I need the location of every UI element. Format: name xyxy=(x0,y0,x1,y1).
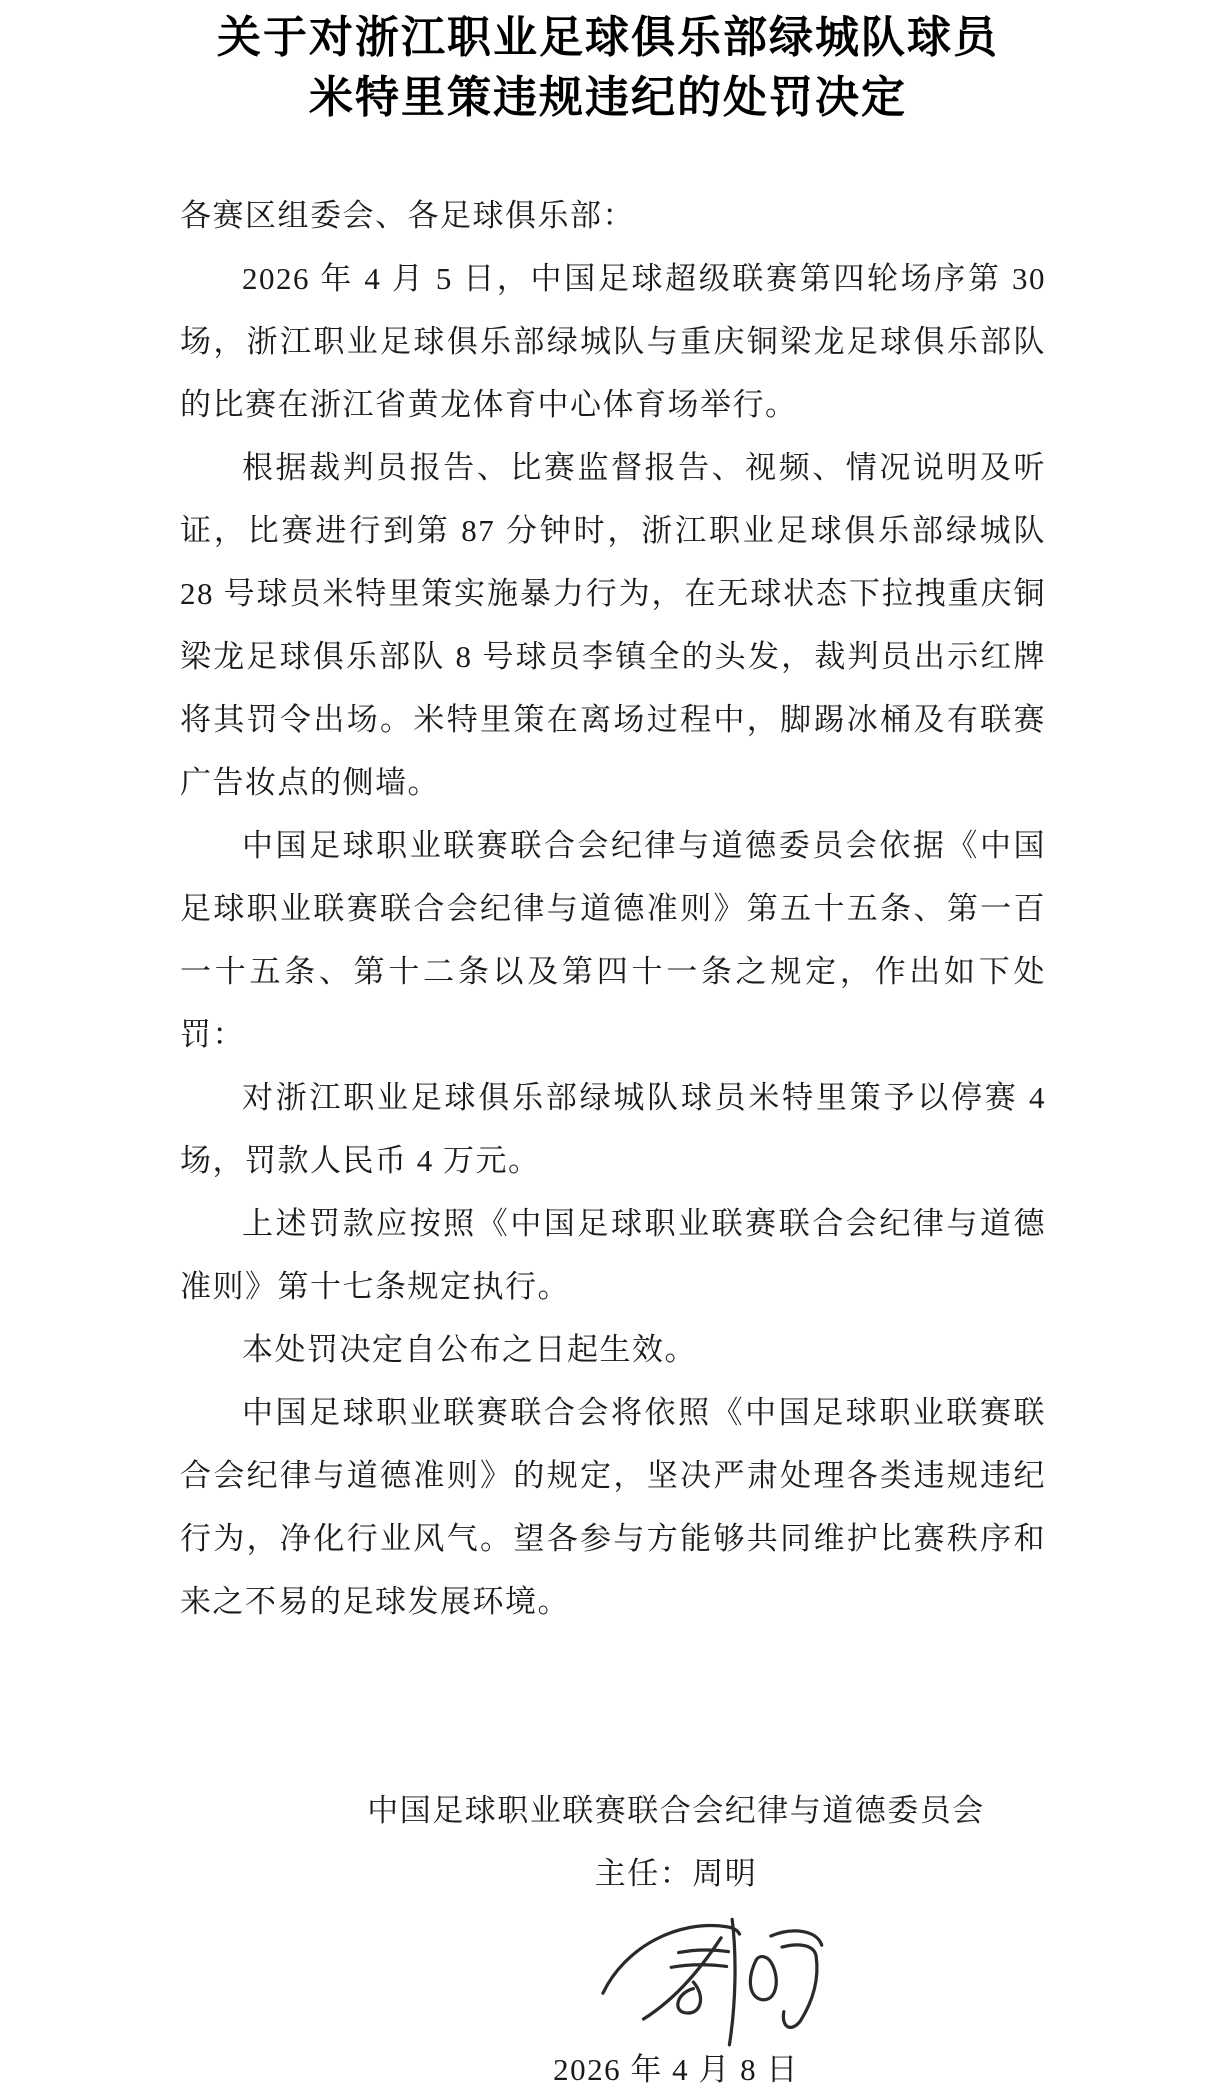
body-paragraph: 2026 年 4 月 5 日，中国足球超级联赛第四轮场序第 30 场，浙江职业足球俱乐部绿城队与重庆铜梁龙足球俱乐部队的比赛在浙江省黄龙体育中心体育场举行。 xyxy=(180,261,1046,422)
signatory-line: 主任：周明 xyxy=(594,1856,758,1891)
document-title-line2: 米特里策违规违纪的处罚决定 xyxy=(309,73,907,122)
document-title xyxy=(0,0,1216,128)
document-body xyxy=(180,184,1046,1633)
salutation: 各赛区组委会、各足球俱乐部： xyxy=(180,198,635,233)
handwritten-signature-image xyxy=(590,1905,830,2050)
issuing-organization: 中国足球职业联赛联合会纪律与道德委员会 xyxy=(367,1793,985,1828)
document-title-line1: 关于对浙江职业足球俱乐部绿城队球员 xyxy=(217,13,999,62)
body-paragraph: 对浙江职业足球俱乐部绿城队球员米特里策予以停赛 4 场，罚款人民币 4 万元。 xyxy=(180,1080,1046,1178)
signature-block xyxy=(346,1779,1006,2090)
body-paragraph: 中国足球职业联赛联合会将依照《中国足球职业联赛联合会纪律与道德准则》的规定，坚决严肃处理各类违规违纪行为，净化行业风气。望各参与方能够共同维护比赛秩序和来之不易的足球发展环境。 xyxy=(180,1395,1046,1619)
document-date: 2026 年 4 月 8 日 xyxy=(553,2052,799,2087)
body-paragraph: 根据裁判员报告、比赛监督报告、视频、情况说明及听证，比赛进行到第 87 分钟时，浙江职业足球俱乐部绿城队 28 号球员米特里策实施暴力行为，在无球状态下拉拽重庆铜梁龙足球俱乐部队 8 号球员李镇全的头发，裁判员出示红牌将其罚令出场。米特里策在离场过程中，脚踢冰桶及有联赛广告妆点的侧墙。 xyxy=(180,450,1046,800)
body-paragraph: 本处罚决定自公布之日起生效。 xyxy=(242,1332,697,1367)
body-paragraph: 中国足球职业联赛联合会纪律与道德委员会依据《中国足球职业联赛联合会纪律与道德准则》第五十五条、第一百一十五条、第十二条以及第四十一条之规定，作出如下处罚： xyxy=(180,828,1046,1052)
body-paragraph: 上述罚款应按照《中国足球职业联赛联合会纪律与道德准则》第十七条规定执行。 xyxy=(180,1206,1046,1304)
